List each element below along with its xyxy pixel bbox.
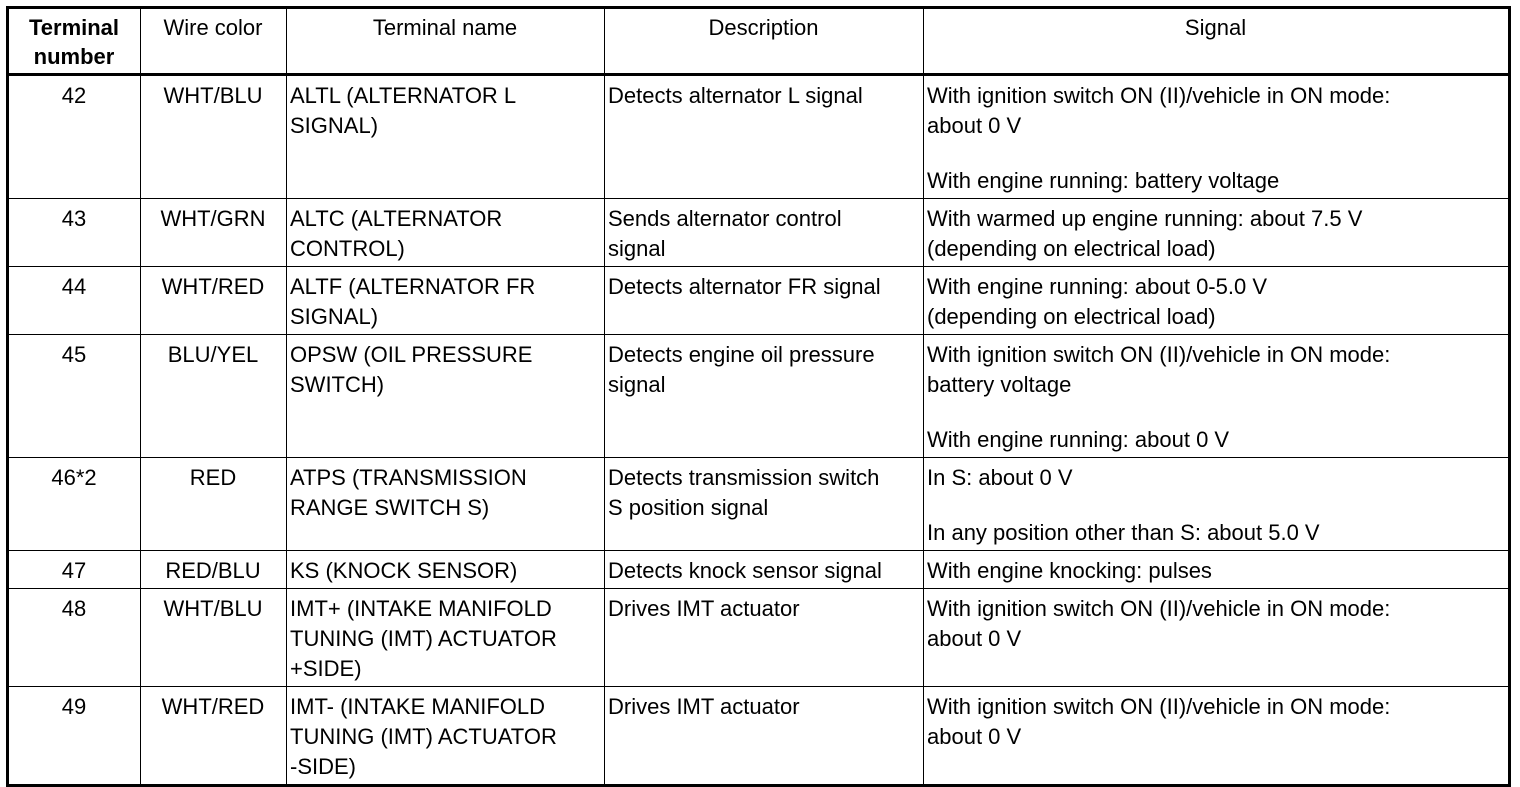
description-cell	[605, 687, 924, 786]
signal-cell	[924, 199, 1510, 267]
signal-line: With ignition switch ON (II)/vehicle in ON mode:	[927, 596, 1391, 621]
table-row	[8, 551, 1510, 589]
signal-line: (depending on electrical load)	[927, 236, 1216, 261]
table-body	[8, 75, 1510, 786]
description-cell	[605, 458, 924, 551]
description-line: Detects transmission switch	[608, 465, 880, 490]
description-line: Detects alternator FR signal	[608, 274, 881, 299]
description-cell	[605, 589, 924, 687]
description-cell	[605, 267, 924, 335]
terminal-number-cell: 44	[8, 267, 141, 335]
terminal-name-line: SIGNAL)	[290, 304, 379, 329]
description-line: signal	[608, 372, 666, 397]
signal-line: about 0 V	[927, 626, 1022, 651]
signal-line: In S: about 0 V	[927, 465, 1073, 490]
signal-cell	[924, 335, 1510, 458]
terminal-name-cell	[287, 551, 605, 589]
table-row	[8, 335, 1510, 458]
description-cell	[605, 75, 924, 199]
signal-line: With ignition switch ON (II)/vehicle in ON mode:	[927, 342, 1391, 367]
header-terminal-number-line-1: Terminal	[28, 15, 120, 40]
description-line: Sends alternator control	[608, 206, 842, 231]
header-terminal-number-line-2: number	[33, 44, 115, 69]
description-line: Detects knock sensor signal	[608, 558, 882, 583]
terminal-name-line: -SIDE)	[290, 754, 356, 779]
signal-line: With engine running: about 0 V	[927, 427, 1230, 452]
terminal-name-line: TUNING (IMT) ACTUATOR	[290, 626, 557, 651]
wire-color-cell: WHT/RED	[141, 267, 287, 335]
signal-line: (depending on electrical load)	[927, 304, 1216, 329]
terminal-number-cell: 49	[8, 687, 141, 786]
terminal-name-line: ATPS (TRANSMISSION	[290, 465, 527, 490]
signal-line: In any position other than S: about 5.0 V	[927, 520, 1320, 545]
signal-line: With engine running: about 0-5.0 V	[927, 274, 1268, 299]
signal-line: With engine knocking: pulses	[927, 558, 1212, 583]
header-terminal-name: Terminal name	[287, 8, 605, 75]
terminal-name-line: ALTF (ALTERNATOR FR	[290, 274, 536, 299]
terminal-name-line: SIGNAL)	[290, 113, 379, 138]
signal-cell	[924, 551, 1510, 589]
terminal-name-line: KS (KNOCK SENSOR)	[290, 558, 518, 583]
table-row	[8, 267, 1510, 335]
header-signal: Signal	[924, 8, 1510, 75]
terminal-number-cell: 46*2	[8, 458, 141, 551]
terminal-name-line: ALTC (ALTERNATOR	[290, 206, 503, 231]
terminal-name-line: OPSW (OIL PRESSURE	[290, 342, 533, 367]
terminal-name-cell	[287, 687, 605, 786]
terminal-name-cell	[287, 75, 605, 199]
description-line: Drives IMT actuator	[608, 694, 800, 719]
signal-line: With engine running: battery voltage	[927, 168, 1280, 193]
signal-line: about 0 V	[927, 113, 1022, 138]
terminal-number-cell: 45	[8, 335, 141, 458]
terminal-name-cell	[287, 589, 605, 687]
table-row	[8, 458, 1510, 551]
signal-line: battery voltage	[927, 372, 1072, 397]
wire-color-cell: RED	[141, 458, 287, 551]
terminal-number-cell: 47	[8, 551, 141, 589]
terminal-name-line: IMT- (INTAKE MANIFOLD	[290, 694, 546, 719]
terminal-name-line: ALTL (ALTERNATOR L	[290, 83, 517, 108]
description-cell	[605, 551, 924, 589]
header-terminal-number	[8, 8, 141, 75]
terminal-number-cell: 43	[8, 199, 141, 267]
description-line: signal	[608, 236, 666, 261]
signal-cell	[924, 267, 1510, 335]
table-row	[8, 199, 1510, 267]
description-cell	[605, 199, 924, 267]
wire-color-cell: BLU/YEL	[141, 335, 287, 458]
header-wire-color: Wire color	[141, 8, 287, 75]
paragraph-gap	[927, 400, 1504, 425]
terminal-name-line: CONTROL)	[290, 236, 405, 261]
wire-color-cell: WHT/BLU	[141, 75, 287, 199]
terminal-name-cell	[287, 267, 605, 335]
header-description: Description	[605, 8, 924, 75]
description-line: Drives IMT actuator	[608, 596, 800, 621]
paragraph-gap	[927, 141, 1504, 166]
signal-line: With ignition switch ON (II)/vehicle in ON mode:	[927, 694, 1391, 719]
table-header-row	[8, 8, 1510, 75]
wire-color-cell: RED/BLU	[141, 551, 287, 589]
description-line: S position signal	[608, 495, 769, 520]
paragraph-gap	[927, 493, 1504, 518]
description-line: Detects engine oil pressure	[608, 342, 875, 367]
description-line: Detects alternator L signal	[608, 83, 863, 108]
terminal-name-line: IMT+ (INTAKE MANIFOLD	[290, 596, 552, 621]
wire-color-cell: WHT/GRN	[141, 199, 287, 267]
signal-line: With warmed up engine running: about 7.5 V	[927, 206, 1363, 231]
terminal-name-line: TUNING (IMT) ACTUATOR	[290, 724, 557, 749]
signal-cell	[924, 589, 1510, 687]
terminal-name-cell	[287, 458, 605, 551]
table-row	[8, 687, 1510, 786]
wire-color-cell: WHT/BLU	[141, 589, 287, 687]
terminal-name-line: RANGE SWITCH S)	[290, 495, 490, 520]
terminal-name-line: SWITCH)	[290, 372, 385, 397]
terminal-name-cell	[287, 199, 605, 267]
table-row	[8, 589, 1510, 687]
terminal-table	[6, 6, 1511, 787]
terminal-name-cell	[287, 335, 605, 458]
signal-cell	[924, 687, 1510, 786]
description-cell	[605, 335, 924, 458]
signal-cell	[924, 458, 1510, 551]
signal-cell	[924, 75, 1510, 199]
signal-line: With ignition switch ON (II)/vehicle in ON mode:	[927, 83, 1391, 108]
wire-color-cell: WHT/RED	[141, 687, 287, 786]
terminal-number-cell: 42	[8, 75, 141, 199]
table-row	[8, 75, 1510, 199]
terminal-number-cell: 48	[8, 589, 141, 687]
signal-line: about 0 V	[927, 724, 1022, 749]
terminal-name-line: +SIDE)	[290, 656, 362, 681]
